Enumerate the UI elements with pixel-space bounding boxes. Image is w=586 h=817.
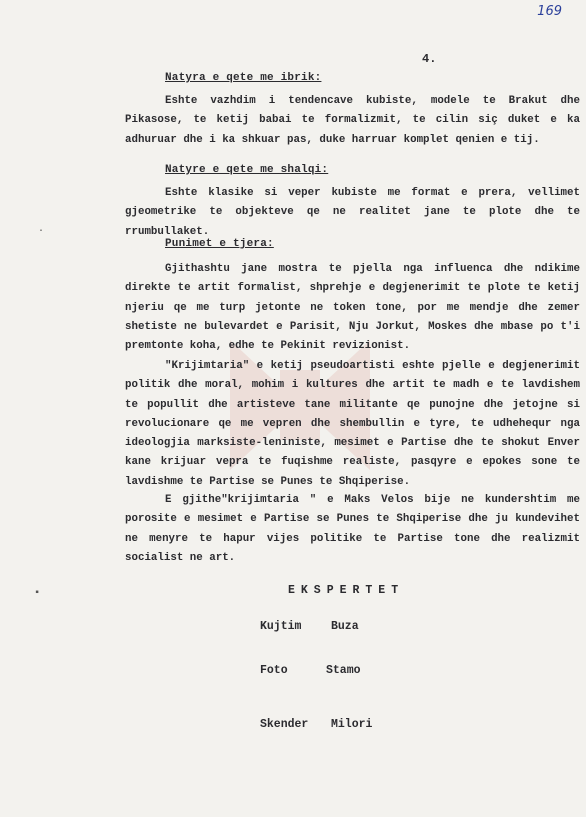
section-paragraph: E gjithe"krijimtaria " e Maks Velos bije ne kundershtim me porosite e mesimet e Partise se Punes te Shqiperise dhe ju kundevihet ne menyre te hapur vijes politike te Partise tone dhe realizmit socialist ne art. (125, 494, 580, 564)
section-heading: Punimet e tjera: (165, 238, 274, 250)
section-heading: Natyra e qete me ibrik: (165, 72, 322, 84)
expert-first-name: Foto (260, 664, 288, 677)
section-paragraph: "Krijimtaria" e ketij pseudoartisti eshte pjelle e degjenerimit politik dhe moral, mohim i kultures dhe artit te madh e te lavdishem te popullit dhe artisteve tane militante qe punojne dhe jetojne si revolucionare qe me vepren dhe shembullin e tyre, te udhehequr nga ideologjia marksiste-leniniste, mesimet e Partise dhe te shokut Enver kane krijuar vepra te fuqishme realiste, pasqyre e epokes sone te lavdishme te Partise se Punes te Shqiperise. (125, 360, 580, 488)
margin-mark: ▪ (34, 588, 41, 599)
expert-first-name: Skender (260, 718, 309, 731)
margin-mark: · (38, 226, 45, 237)
expert-last-name: Stamo (326, 664, 361, 677)
expert-first-name: Kujtim (260, 620, 302, 633)
section-paragraph: Eshte klasike si veper kubiste me format e prera, vellimet gjeometrike te objekteve qe ne realitet jane te plote dhe te rrumbullaket. (125, 187, 580, 238)
handwritten-page-number: 169 (537, 4, 562, 19)
experts-title: EKSPERTET (288, 584, 405, 597)
page-number: 4. (422, 52, 437, 66)
section-heading: Natyre e qete me shalqi: (165, 164, 329, 176)
expert-last-name: Buza (331, 620, 359, 633)
section-paragraph: Gjithashtu jane mostra te pjella nga influenca dhe ndikime direkte te artit formalist, shprehje e degjenerimit te plote te ketij njeriu qe me turp jetonte ne token tone, por me mendje dhe zemer shetiste ne bulevardet e Parisit, Nju Jorkut, Moskes dhe mbase po t'i premtonte koha, edhe te Pekinit revizionist. (125, 263, 580, 353)
section-paragraph: Eshte vazhdim i tendencave kubiste, modele te Brakut dhe Pikasose, te ketij babai te formalizmit, te cilin siç duket e ka adhuruar dhe i ka shkuar pas, duke harruar komplet qenien e tij. (125, 95, 580, 146)
expert-last-name: Milori (331, 718, 373, 731)
